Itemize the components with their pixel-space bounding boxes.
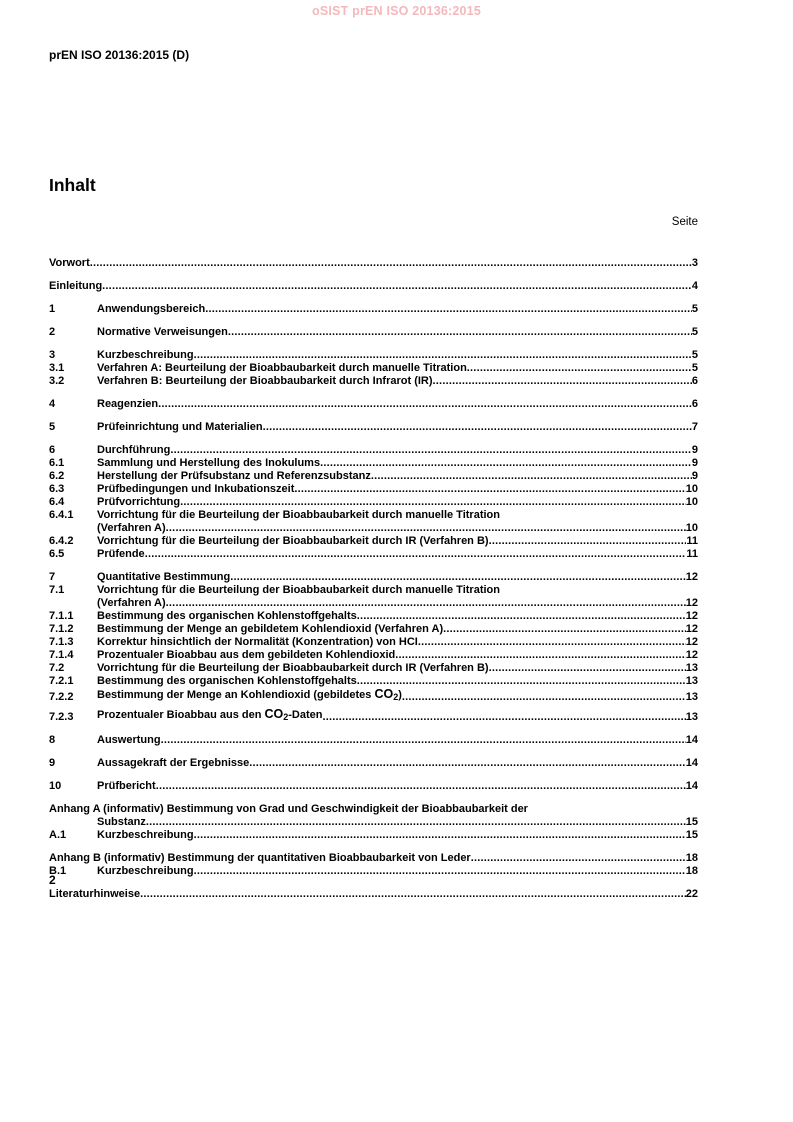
toc-entry-6-4[interactable] [49, 496, 698, 509]
leader-dots [467, 362, 692, 375]
toc-number: 7.2.3 [49, 711, 74, 723]
toc-entry-einleitung[interactable] [49, 280, 698, 293]
leader-dots [418, 636, 686, 649]
toc-number: 6.4.1 [49, 509, 74, 521]
toc-title: Prüfende [97, 548, 145, 560]
toc-page: 6 [691, 375, 698, 387]
document-id: prEN ISO 20136:2015 (D) [49, 48, 190, 62]
toc-number: 7.2 [49, 662, 65, 674]
leader-dots [489, 662, 686, 675]
toc-title: Kurzbeschreibung [97, 865, 194, 877]
toc-title: Durchführung [97, 444, 171, 456]
toc-entry-6[interactable] [49, 444, 698, 457]
leader-dots [433, 375, 692, 388]
page-number: 2 [49, 873, 56, 887]
toc-entry-anhang-a[interactable] [49, 803, 698, 829]
toc-title: Bestimmung des organischen Kohlenstoffgehalts [97, 610, 357, 622]
leader-dots [228, 326, 692, 339]
toc-page: 12 [685, 610, 698, 622]
leader-dots [102, 280, 692, 293]
toc-entry-3[interactable] [49, 349, 698, 362]
toc-title: Anhang B (informativ) Bestimmung der quantitativen Bioabbaubarkeit von Leder [49, 852, 471, 864]
toc-title: Reagenzien [97, 398, 159, 410]
toc-entry-7-1[interactable] [49, 584, 698, 610]
toc-entry-7-2-2[interactable] [49, 688, 698, 704]
toc-page: 13 [685, 711, 698, 723]
toc-title: Normative Verweisungen [97, 326, 228, 338]
leader-dots [194, 829, 686, 842]
toc-entry-anhang-b[interactable] [49, 852, 698, 865]
leader-dots [156, 780, 686, 793]
leader-dots [140, 888, 686, 901]
toc-number: 7.1.1 [49, 610, 74, 622]
toc-title: Bestimmung der Menge an Kohlendioxid (gebildetes $CO_2$) [97, 687, 402, 702]
toc-entry-5[interactable] [49, 421, 698, 434]
toc-title: Kurzbeschreibung [97, 829, 194, 841]
toc-title: Literaturhinweise [49, 888, 141, 900]
leader-dots [322, 711, 685, 724]
toc-entry-2[interactable] [49, 326, 698, 339]
toc-page: 14 [685, 734, 698, 746]
toc-page: 14 [685, 757, 698, 769]
toc-title: Verfahren A: Beurteilung der Bioabbaubarkeit durch manuelle Titration [97, 362, 467, 374]
toc-title-line2: Substanz [97, 816, 146, 828]
toc-title: Prüfbedingungen und Inkubationszeit [97, 483, 295, 495]
toc-title: Auswertung [97, 734, 161, 746]
page-column-label: Seite [671, 216, 698, 228]
leader-dots [395, 649, 685, 662]
leader-dots [230, 571, 686, 584]
toc-page: 13 [685, 675, 698, 687]
toc-number: 3.2 [49, 375, 65, 387]
toc-entry-4[interactable] [49, 398, 698, 411]
toc-entry-7-1-3[interactable] [49, 636, 698, 649]
toc-page: 12 [685, 597, 698, 609]
toc-page: 11 [686, 535, 698, 547]
leader-dots [166, 522, 686, 535]
leader-dots [90, 257, 692, 270]
toc-number: 8 [49, 734, 56, 746]
toc-title-line1: Vorrichtung für die Beurteilung der Bioabbaubarkeit durch manuelle Titration [97, 584, 500, 596]
toc-title: Aussagekraft der Ergebnisse [97, 757, 250, 769]
toc-entry-7-1-2[interactable] [49, 623, 698, 636]
toc-title: Verfahren B: Beurteilung der Bioabbaubarkeit durch Infrarot (IR) [97, 375, 433, 387]
toc-page: 18 [685, 852, 698, 864]
toc-number: 6.3 [49, 483, 65, 495]
leader-dots [146, 816, 686, 829]
leader-dots [294, 483, 685, 496]
toc-page: 22 [685, 888, 698, 900]
toc-page: 3 [691, 257, 698, 269]
toc-number: 6 [49, 444, 56, 456]
leader-dots [194, 349, 692, 362]
toc-number: 7.1.3 [49, 636, 74, 648]
toc-page: 5 [691, 303, 698, 315]
toc-entry-7[interactable] [49, 571, 698, 584]
toc-entry-8[interactable] [49, 734, 698, 747]
toc-number: 7.1.4 [49, 649, 74, 661]
toc-number: 10 [49, 780, 62, 792]
toc-page: 18 [685, 865, 698, 877]
toc-title: Korrektur hinsichtlich der Normalität (Konzentration) von HCI [97, 636, 418, 648]
toc-entry-3-1[interactable] [49, 362, 698, 375]
toc-number: 6.4 [49, 496, 65, 508]
leader-dots [194, 865, 686, 878]
toc-entry-6-1[interactable] [49, 457, 698, 470]
leader-dots [443, 623, 686, 636]
leader-dots [166, 597, 686, 610]
toc-entry-6-3[interactable] [49, 483, 698, 496]
toc-page: 15 [685, 816, 698, 828]
toc-title: Prüfbericht [97, 780, 156, 792]
toc-number: 2 [49, 326, 56, 338]
toc-page: 12 [685, 571, 698, 583]
toc-title: Vorrichtung für die Beurteilung der Bioabbaubarkeit durch IR (Verfahren B) [97, 535, 489, 547]
toc-entry-b-1[interactable] [49, 865, 698, 878]
leader-dots [263, 421, 692, 434]
toc-title: Vorwort [49, 257, 90, 269]
toc-number: 3.1 [49, 362, 65, 374]
co2-formula: $CO_2$ [264, 707, 289, 722]
toc-title: Prozentualer Bioabbau aus dem gebildeten Kohlendioxid [97, 649, 396, 661]
toc-entry-7-2-3[interactable] [49, 708, 698, 724]
toc-page: 9 [691, 470, 698, 482]
toc-page: 9 [691, 457, 698, 469]
toc-page: 12 [685, 649, 698, 661]
toc-page: 5 [691, 326, 698, 338]
toc-number: 6.4.2 [49, 535, 74, 547]
leader-dots [357, 675, 686, 688]
toc-entry-3-2[interactable] [49, 375, 698, 388]
toc-page: 7 [691, 421, 698, 433]
toc-entry-literatur[interactable] [49, 888, 698, 901]
toc-entry-7-1-1[interactable] [49, 610, 698, 623]
toc-number: 6.5 [49, 548, 65, 560]
toc-page: 12 [685, 623, 698, 635]
toc-page: 5 [691, 362, 698, 374]
toc-title: Herstellung der Prüfsubstanz und Referenzsubstanz [97, 470, 371, 482]
toc-number: 7.1.2 [49, 623, 74, 635]
leader-dots [320, 457, 692, 470]
toc-page: 9 [691, 444, 698, 456]
watermark: oSIST prEN ISO 20136:2015 [312, 4, 481, 18]
toc-number: 7.2.1 [49, 675, 74, 687]
toc-number: B.1 [49, 865, 67, 877]
leader-dots [249, 757, 686, 770]
toc-number: 7.2.2 [49, 691, 74, 703]
toc-title: Einleitung [49, 280, 103, 292]
toc-title-line1: Anhang A (informativ) Bestimmung von Grad und Geschwindigkeit der Bioabbaubarkeit der [49, 803, 528, 815]
toc-number: 7.1 [49, 584, 65, 596]
leader-dots [471, 852, 686, 865]
toc-page: 11 [686, 548, 698, 560]
leader-dots [180, 496, 686, 509]
toc-entry-6-5[interactable] [49, 548, 698, 561]
toc-number: 3 [49, 349, 56, 361]
toc-title: Anwendungsbereich [97, 303, 206, 315]
toc-title-line2: (Verfahren A) [97, 597, 166, 609]
toc-entry-6-4-1[interactable] [49, 509, 698, 535]
toc-number: 7 [49, 571, 56, 583]
leader-dots [357, 610, 686, 623]
toc-page: 13 [685, 691, 698, 703]
toc-entry-10[interactable] [49, 780, 698, 793]
toc-title: Kurzbeschreibung [97, 349, 194, 361]
leader-dots [170, 444, 692, 457]
leader-dots [371, 470, 692, 483]
leader-dots [489, 535, 687, 548]
toc-entry-1[interactable] [49, 303, 698, 316]
toc-title: Prozentualer Bioabbau aus den $CO_2$-Daten [97, 707, 323, 722]
toc-entry-6-4-2[interactable] [49, 535, 698, 548]
toc-page: 6 [691, 398, 698, 410]
toc-title: Sammlung und Herstellung des Inokulums [97, 457, 321, 469]
toc-number: A.1 [49, 829, 67, 841]
toc-number: 5 [49, 421, 56, 433]
toc-title: Bestimmung des organischen Kohlenstoffgehalts [97, 675, 357, 687]
leader-dots [145, 548, 687, 561]
toc-title: Vorrichtung für die Beurteilung der Bioabbaubarkeit durch IR (Verfahren B) [97, 662, 489, 674]
toc-entry-9[interactable] [49, 757, 698, 770]
toc-page: 4 [691, 280, 698, 292]
leader-dots [161, 734, 686, 747]
page-title: Inhalt [49, 175, 96, 195]
toc-number: 4 [49, 398, 56, 410]
toc-title-line2: (Verfahren A) [97, 522, 166, 534]
toc-page: 15 [685, 829, 698, 841]
toc-page: 10 [685, 496, 698, 508]
toc-page: 10 [685, 522, 698, 534]
toc-number: 9 [49, 757, 56, 769]
toc-title: Quantitative Bestimmung [97, 571, 231, 583]
leader-dots [158, 398, 692, 411]
toc-page: 5 [691, 349, 698, 361]
toc-number: 1 [49, 303, 56, 315]
toc-number: 6.1 [49, 457, 65, 469]
toc-title-line1: Vorrichtung für die Beurteilung der Bioabbaubarkeit durch manuelle Titration [97, 509, 500, 521]
toc-entry-a-1[interactable] [49, 829, 698, 842]
leader-dots [205, 303, 692, 316]
leader-dots [402, 691, 686, 704]
toc-title: Bestimmung der Menge an gebildetem Kohlendioxid (Verfahren A) [97, 623, 444, 635]
toc-page: 12 [685, 636, 698, 648]
toc-page: 13 [685, 662, 698, 674]
toc-entry-vorwort[interactable] [49, 257, 698, 270]
toc-number: 6.2 [49, 470, 65, 482]
toc-entry-7-1-4[interactable] [49, 649, 698, 662]
toc-entry-7-2[interactable] [49, 662, 698, 675]
toc-title: Prüfvorrichtung [97, 496, 181, 508]
toc-title: Prüfeinrichtung und Materialien [97, 421, 263, 433]
toc-entry-6-2[interactable] [49, 470, 698, 483]
toc-page: 10 [685, 483, 698, 495]
toc-page: 14 [685, 780, 698, 792]
co2-formula: $CO_2$ [374, 687, 399, 702]
